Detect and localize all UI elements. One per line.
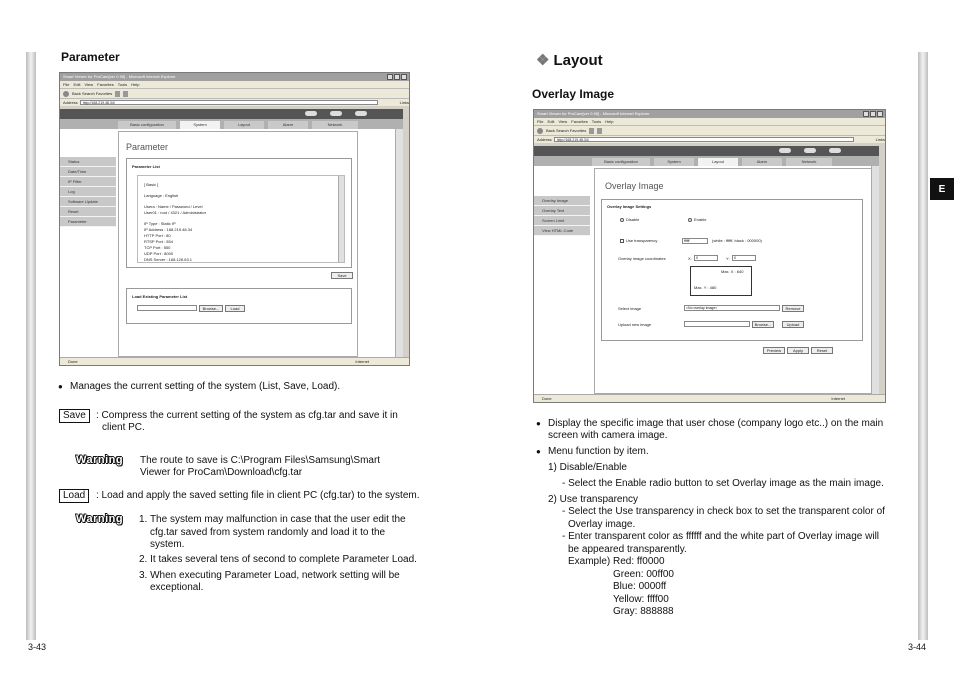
- tab-system[interactable]: System: [180, 121, 220, 129]
- menu-bar[interactable]: File Edit View Favorites Tools Help: [534, 118, 885, 125]
- left-page-spine: [26, 52, 36, 640]
- save-button[interactable]: Save: [331, 272, 353, 279]
- side-item-status[interactable]: Status: [60, 157, 116, 167]
- list-line: UDP Port : 8000: [144, 251, 174, 256]
- example-green: Green: 00ff00: [613, 569, 674, 580]
- enable-label: Enable: [694, 217, 707, 222]
- layout-heading: [536, 51, 603, 69]
- bullet-menu-function: ● Menu function by item.: [548, 446, 649, 459]
- right-page-spine: [918, 52, 928, 640]
- address-field[interactable]: http://168.219.48.34/: [80, 100, 378, 105]
- status-bar: [534, 394, 885, 402]
- max-y-label: Max. Y : 480: [694, 285, 717, 290]
- remove-button[interactable]: Remove: [782, 305, 804, 312]
- load-file-input[interactable]: [137, 305, 197, 311]
- tab-alarm[interactable]: Alarm: [742, 158, 782, 166]
- side-item-overlay-image[interactable]: Overlay Image: [534, 196, 590, 206]
- tab-band: [534, 156, 879, 166]
- use-transparency-checkbox[interactable]: [620, 239, 624, 243]
- list-line: User01 : root / 4321 / Administrator: [144, 210, 207, 215]
- tab-basic-configuration[interactable]: Basic configuration: [592, 158, 650, 166]
- page-title: Overlay Image: [605, 181, 664, 191]
- parameter-screenshot: [59, 72, 410, 366]
- side-item-view-html-code[interactable]: View HTML Code: [534, 226, 590, 236]
- use-transparency-option[interactable]: [620, 238, 657, 244]
- tab-basic-configuration[interactable]: Basic configuration: [118, 121, 176, 129]
- warning-2-item3-line1: 3. When executing Parameter Load, network setting will be: [139, 570, 400, 581]
- bullet-display-line2: screen with camera image.: [548, 430, 668, 441]
- back-icon[interactable]: [63, 91, 69, 97]
- use-transparency-label: Use transparency: [626, 238, 658, 243]
- load-title: Load Existing Parameter List: [132, 294, 188, 299]
- browser-page: [534, 146, 879, 394]
- status-right: Internet: [355, 359, 369, 364]
- y-coordinate-input[interactable]: 0: [732, 255, 756, 261]
- tab-network[interactable]: Network: [786, 158, 832, 166]
- status-left: Done: [68, 359, 78, 364]
- address-field[interactable]: http://168.219.48.34/: [554, 137, 854, 142]
- content-panel: [118, 131, 358, 357]
- tab-band: [60, 119, 403, 129]
- enable-radio[interactable]: [688, 218, 692, 222]
- menu-bar[interactable]: File Edit View Favorites Tools Help: [60, 81, 409, 88]
- warning-2-item1-line1: 1. The system may malfunction in case that the user edit the: [139, 514, 406, 525]
- header-control[interactable]: [355, 111, 367, 116]
- load-label: Load: [59, 489, 89, 503]
- save-description: : Compress the current setting of the system as cfg.tar and save it in: [96, 410, 398, 421]
- select-image-label: Select image: [618, 306, 642, 311]
- warning-1-line2: Viewer for ProCam\Download\cfg.tar: [140, 467, 303, 478]
- warning-2-item1-line3: system.: [150, 539, 185, 550]
- list-line: TCP Port : 550: [144, 245, 171, 250]
- page-number-left: 3-43: [28, 642, 47, 652]
- browser-page: [60, 109, 403, 357]
- item-1-title: 1) Disable/Enable: [548, 462, 627, 473]
- maximize-icon[interactable]: [394, 74, 400, 80]
- clover-icon: ❖: [536, 52, 550, 69]
- address-label: Address: [537, 136, 552, 142]
- toolbar: [534, 125, 885, 135]
- list-line: Usera : Name / Password / Level: [144, 204, 203, 209]
- status-bar: [60, 357, 409, 365]
- tab-layout[interactable]: Layout: [224, 121, 264, 129]
- header-band: [60, 109, 403, 119]
- side-nav: [534, 196, 590, 236]
- browse-button[interactable]: Browse...: [199, 305, 223, 312]
- item-2-title: 2) Use transparency: [548, 494, 639, 505]
- disable-radio[interactable]: [620, 218, 624, 222]
- item-2-desc-line1: - Select the Use transparency in check box to set the transparent color of: [562, 506, 885, 517]
- upload-label: Upload new image: [618, 322, 652, 327]
- tab-alarm[interactable]: Alarm: [268, 121, 308, 129]
- mail-icon[interactable]: [123, 91, 128, 97]
- coordinate-preview: [690, 266, 752, 296]
- warning-1-label: Warning: [76, 454, 124, 466]
- window-title: Smart Viewer for ProCam[ver 0.95] - Microsoft Internet Explorer: [537, 111, 650, 116]
- list-line: HTTP Port : 80: [144, 233, 171, 238]
- warning-1-line1: The route to save is C:\Program Files\Samsung\Smart: [140, 455, 381, 466]
- toolbar-labels[interactable]: Back Search Favorites: [72, 90, 113, 96]
- parameter-list-title: Parameter List: [132, 164, 160, 169]
- list-line: IP Address : 168.219.48.34: [144, 227, 193, 232]
- item-2-desc-line2: Overlay image.: [568, 519, 636, 530]
- preview-button[interactable]: Preview: [763, 347, 785, 354]
- apply-button[interactable]: Apply: [787, 347, 809, 354]
- close-icon[interactable]: [401, 74, 407, 80]
- parameter-list-box: [126, 158, 352, 268]
- side-item-log[interactable]: Log: [60, 187, 116, 197]
- list-line: RTSP Port : 554: [144, 239, 173, 244]
- list-line: IP Type : Static IP: [144, 221, 176, 226]
- toolbar: [60, 88, 409, 98]
- load-box: [126, 288, 352, 324]
- warning-2-item2: 2. It takes several tens of second to complete Parameter Load.: [139, 554, 417, 565]
- status-right: Internet: [831, 396, 845, 401]
- window-titlebar: [534, 110, 885, 118]
- side-tab-e: E: [930, 178, 954, 200]
- page-scrollbar[interactable]: [871, 166, 879, 394]
- links-label[interactable]: Links: [399, 99, 409, 105]
- print-icon[interactable]: [589, 128, 594, 134]
- list-line: DNS Server : 168.126.63.1: [144, 257, 193, 262]
- side-item-reset[interactable]: Reset: [60, 207, 116, 217]
- max-x-label: Max. X : 640: [721, 269, 744, 274]
- x-coordinate-input[interactable]: 0: [694, 255, 718, 261]
- example-yellow: Yellow: ffff00: [613, 594, 669, 605]
- content-panel: [594, 168, 874, 394]
- status-left: Done: [542, 396, 552, 401]
- example-blue: Blue: 0000ff: [613, 581, 667, 592]
- side-item-software-update[interactable]: Software Update: [60, 197, 116, 207]
- x-label: X:: [688, 256, 692, 261]
- side-nav: [60, 157, 116, 227]
- header-control[interactable]: [305, 111, 317, 116]
- header-control[interactable]: [779, 148, 791, 153]
- settings-title: Overlay Image Settings: [607, 204, 652, 209]
- overlay-screenshot: [533, 109, 886, 403]
- maximize-icon[interactable]: [870, 111, 876, 117]
- list-scrollbar[interactable]: [338, 176, 344, 262]
- minimize-icon[interactable]: [387, 74, 393, 80]
- example-red: Example) Red: ff0000: [568, 556, 665, 567]
- disable-option[interactable]: [620, 217, 639, 223]
- overlay-image-heading: Overlay Image: [532, 87, 615, 101]
- parameter-heading: Parameter: [61, 50, 120, 64]
- item-2-desc-line3: - Enter transparent color as ffffff and the white part of Overlay image will: [562, 531, 880, 542]
- header-band: [534, 146, 879, 156]
- upload-button[interactable]: Upload: [782, 321, 804, 328]
- transparency-hint: (white : ffffff, black : 000000): [712, 238, 762, 243]
- item-2-desc-line4: be appeared transparently.: [568, 544, 687, 555]
- save-description-2: client PC.: [102, 422, 145, 433]
- save-label: Save: [59, 409, 90, 423]
- browse-button[interactable]: Browse...: [752, 321, 774, 328]
- enable-option[interactable]: [688, 217, 706, 223]
- header-control[interactable]: [829, 148, 841, 153]
- load-description: : Load and apply the saved setting file in client PC (cfg.tar) to the system.: [96, 490, 420, 501]
- parameter-list-text[interactable]: [137, 175, 345, 263]
- coords-label: Overlay image coordinates: [618, 256, 666, 261]
- warning-2-item3-line2: exceptional.: [150, 582, 204, 593]
- print-icon[interactable]: [115, 91, 120, 97]
- header-control[interactable]: [330, 111, 342, 116]
- example-gray: Gray: 888888: [613, 606, 674, 617]
- y-label: Y:: [726, 256, 730, 261]
- window-title: Smart Viewer for ProCam[ver 0.95] - Microsoft Internet Explorer: [63, 74, 176, 79]
- bullet-manages: ● Manages the current setting of the system (List, Save, Load).: [70, 381, 340, 394]
- page-title: Parameter: [126, 142, 169, 152]
- list-line: Language : English: [144, 193, 179, 198]
- reset-button[interactable]: Reset: [811, 347, 833, 354]
- side-item-screen-limit[interactable]: Screen Limit: [534, 216, 590, 226]
- minimize-icon[interactable]: [863, 111, 869, 117]
- close-icon[interactable]: [877, 111, 883, 117]
- tab-layout[interactable]: Layout: [698, 158, 738, 166]
- side-item-overlay-text[interactable]: Overlay Text: [534, 206, 590, 216]
- layout-heading-text: Layout: [553, 51, 603, 69]
- side-item-ip-filter[interactable]: IP Filter: [60, 177, 116, 187]
- back-icon[interactable]: [537, 128, 543, 134]
- warning-2-item1-line2: cfg.tar saved from system randomly and load it to the: [150, 527, 386, 538]
- toolbar-labels[interactable]: Back Search Favorites: [546, 127, 587, 133]
- overlay-settings-box: [601, 199, 863, 341]
- links-label[interactable]: Links: [875, 136, 885, 142]
- page-scrollbar[interactable]: [395, 129, 403, 357]
- tab-network[interactable]: Network: [312, 121, 358, 129]
- bullet-display: ● Display the specific image that user chose (company logo etc..) on the main: [548, 418, 883, 431]
- page-number-right: 3-44: [908, 642, 927, 652]
- tab-system[interactable]: System: [654, 158, 694, 166]
- side-item-date-time[interactable]: Date/Time: [60, 167, 116, 177]
- warning-2-label: Warning: [76, 513, 124, 525]
- disable-label: Disable: [626, 217, 640, 222]
- select-image-dropdown[interactable]: <No overlay image>: [684, 305, 780, 311]
- item-1-description: - Select the Enable radio button to set Overlay image as the main image.: [562, 478, 884, 489]
- address-bar: [534, 135, 885, 143]
- mail-icon[interactable]: [597, 128, 602, 134]
- list-line: [ Basic ]: [144, 182, 159, 187]
- transparency-color-input[interactable]: ffffff: [682, 238, 708, 244]
- load-button[interactable]: Load: [225, 305, 245, 312]
- window-titlebar: [60, 73, 409, 81]
- address-label: Address: [63, 99, 78, 105]
- side-item-parameter[interactable]: Parameter: [60, 217, 116, 227]
- header-control[interactable]: [804, 148, 816, 153]
- address-bar: [60, 98, 409, 106]
- upload-file-input[interactable]: [684, 321, 750, 327]
